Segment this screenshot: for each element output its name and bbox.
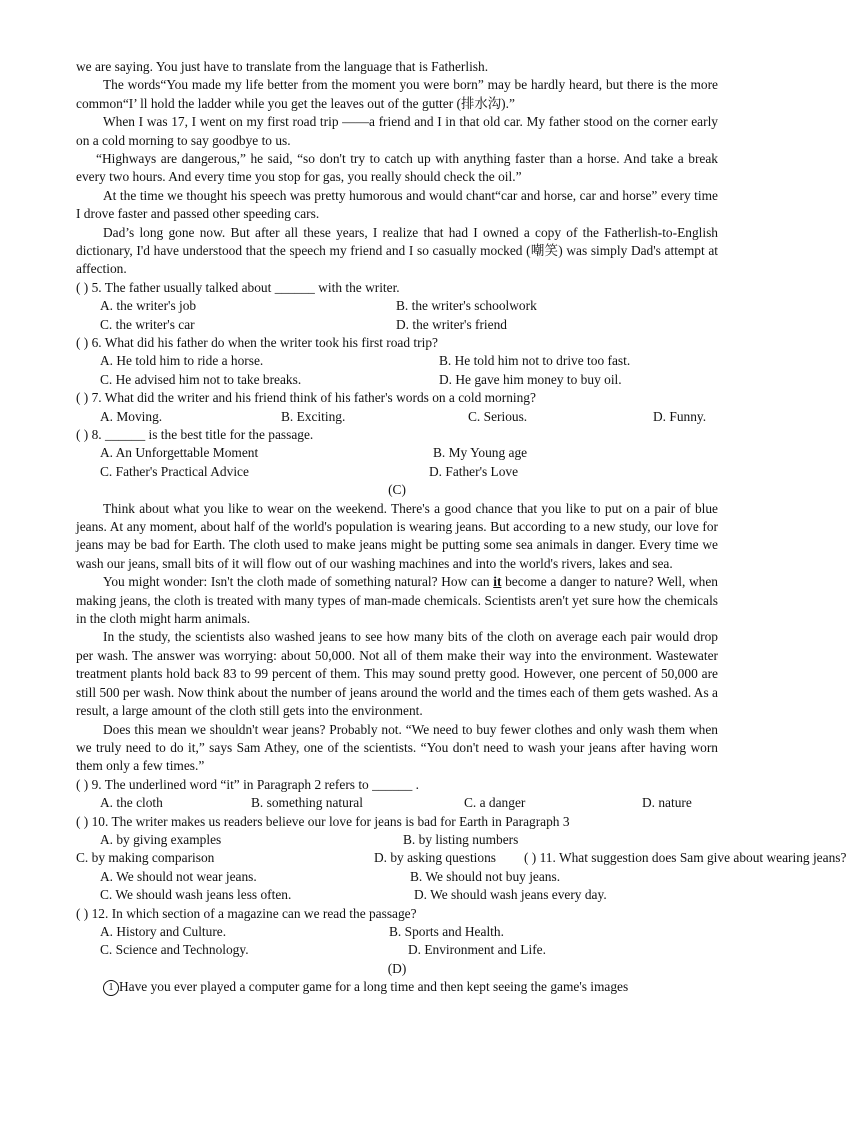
section-c-heading: (C) xyxy=(388,482,406,498)
option[interactable]: B. Exciting. xyxy=(281,408,346,424)
underlined-word-it: it xyxy=(493,574,502,590)
question-stem: ( ) 7. What did the writer and his friend think of his father's words on a cold morning? xyxy=(76,390,536,406)
option[interactable]: C. by making comparison xyxy=(76,850,215,866)
option[interactable]: D. Environment and Life. xyxy=(408,942,546,958)
option-row xyxy=(76,408,718,426)
section-d-heading: (D) xyxy=(387,960,407,976)
option-row xyxy=(76,794,718,812)
option-row xyxy=(76,849,846,867)
option[interactable]: C. He advised him not to take breaks. xyxy=(100,371,302,387)
option[interactable]: A. An Unforgettable Moment xyxy=(100,445,259,461)
option[interactable]: C. Father's Practical Advice xyxy=(100,463,249,479)
passage-b-paragraph: The words“You made my life better from the moment you were born” may be hardly heard, but there is the more common“I’ ll hold the ladder while you get the leaves out of the gutter (排水沟).” xyxy=(76,77,718,111)
option[interactable]: A. Moving. xyxy=(100,408,163,424)
option[interactable]: C. Science and Technology. xyxy=(100,942,249,958)
option[interactable]: B. Sports and Health. xyxy=(389,923,504,939)
passage-c-paragraph: In the study, the scientists also washed jeans to see how many bits of the cloth on average each pair would drop per wash. The answer was worrying: about 50,000. Not all of them make their way into the environment. Wastewater treatment plants hold back 83 to 99 percent of them. This may sound pretty good. However, one percent of 50,000 are still 500 per wash. Now think about the number of jeans around the world and the times each of them gets washed. As a result, a large amount of the cloth still gets into the environment. xyxy=(76,629,718,719)
option[interactable]: A. by giving examples xyxy=(100,831,222,847)
option[interactable]: C. a danger xyxy=(464,795,526,811)
question-stem: ( ) 11. What suggestion does Sam give about wearing jeans? xyxy=(524,850,846,866)
option[interactable]: D. He gave him money to buy oil. xyxy=(439,371,622,387)
option-row xyxy=(76,297,718,315)
question-stem: ( ) 9. The underlined word “it” in Paragraph 2 refers to ______ . xyxy=(76,776,419,792)
option[interactable]: A. History and Culture. xyxy=(100,923,227,939)
option[interactable]: B. something natural xyxy=(251,795,363,811)
option-row xyxy=(76,923,718,941)
option-row xyxy=(76,463,718,481)
option[interactable]: C. Serious. xyxy=(468,408,528,424)
passage-d-text: Have you ever played a computer game for a long time and then kept seeing the game's images xyxy=(119,979,629,995)
option[interactable]: B. He told him not to drive too fast. xyxy=(439,353,631,369)
circled-number-marker: 1 xyxy=(103,980,119,996)
option-row xyxy=(76,831,718,849)
option-row xyxy=(76,444,718,462)
option[interactable]: D. We should wash jeans every day. xyxy=(414,887,607,903)
question-stem: ( ) 6. What did his father do when the writer took his first road trip? xyxy=(76,335,438,351)
passage-b-paragraph: Dad’s long gone now. But after all these years, I realize that had I owned a copy of the Fatherlish-to-English dictionary, I'd have understood that the speech my friend and I so casually mocked (嘲笑) was simply Dad's attempt at affection. xyxy=(76,224,718,277)
option[interactable]: C. We should wash jeans less often. xyxy=(100,887,292,903)
passage-c-paragraph xyxy=(76,573,718,628)
option[interactable]: B. We should not buy jeans. xyxy=(410,868,561,884)
option[interactable]: B. by listing numbers xyxy=(403,831,519,847)
option[interactable]: D. by asking questions xyxy=(374,850,496,866)
passage-b-paragraph: we are saying. You just have to translate from the language that is Fatherlish. xyxy=(76,59,489,74)
option[interactable]: B. My Young age xyxy=(433,445,528,461)
passage-c-text: become a danger to nature? Well, when making jeans, the cloth is treated with many types of man-made chemicals. Scientists aren't yet sure how the chemicals in the cloth might harm animals. xyxy=(76,574,718,627)
option-row xyxy=(76,316,718,334)
passage-b-paragraph: At the time we thought his speech was pretty humorous and would chant“car and horse, car and horse” every time I drove faster and passed other speeding cars. xyxy=(76,187,718,222)
option-row xyxy=(76,868,718,886)
passage-d-paragraph xyxy=(76,978,718,996)
option-row xyxy=(76,941,718,959)
option-row xyxy=(76,352,718,370)
question-stem: ( ) 12. In which section of a magazine can we read the passage? xyxy=(76,905,417,921)
option[interactable]: D. Father's Love xyxy=(429,463,519,479)
passage-b-paragraph: When I was 17, I went on my first road trip ——a friend and I in that old car. My father stood on the corner early on a cold morning to say goodbye to us. xyxy=(76,114,718,148)
option[interactable]: A. the cloth xyxy=(100,795,163,811)
passage-c-paragraph: Think about what you like to wear on the weekend. There's a good chance that you like to put on a pair of blue jeans. At any moment, about half of the world's population is wearing jeans. But according to a new study, our love for jeans may be bad for Earth. The cloth used to make jeans might be putting some sea animals in danger. Every time we wash our jeans, small bits of it will flow out of our washing machines and into the world's rivers, lakes and sea. xyxy=(76,500,718,571)
question-stem: ( ) 10. The writer makes us readers believe our love for jeans is bad for Earth in Paragraph 3 xyxy=(76,813,570,829)
option-row xyxy=(76,886,718,904)
option-row xyxy=(76,371,718,389)
passage-c-paragraph: Does this mean we shouldn't wear jeans? Probably not. “We need to buy fewer clothes and only wash them when we truly need to do it,” says Sam Athey, one of the scientists. “You don't need to wash your jeans after having worn them only a few times.” xyxy=(76,721,718,774)
option[interactable]: C. the writer's car xyxy=(100,316,195,332)
option[interactable]: A. the writer's job xyxy=(100,298,197,314)
option[interactable]: A. He told him to ride a horse. xyxy=(100,353,264,369)
passage-b-paragraph: “Highways are dangerous,” he said, “so don't try to catch up with anything faster than a horse. And take a break every two hours. And every time you stop for gas, you really should check the oil.” xyxy=(76,151,718,185)
option[interactable]: D. nature xyxy=(642,795,692,811)
option[interactable]: D. the writer's friend xyxy=(396,316,507,332)
option[interactable]: A. We should not wear jeans. xyxy=(100,868,257,884)
passage-c-text: You might wonder: Isn't the cloth made of something natural? How can xyxy=(103,574,494,590)
exam-page xyxy=(76,58,846,997)
option[interactable]: B. the writer's schoolwork xyxy=(396,298,537,314)
question-stem: ( ) 8. ______ is the best title for the passage. xyxy=(76,427,314,443)
question-stem: ( ) 5. The father usually talked about ______ with the writer. xyxy=(76,279,400,295)
option[interactable]: D. Funny. xyxy=(653,408,707,424)
